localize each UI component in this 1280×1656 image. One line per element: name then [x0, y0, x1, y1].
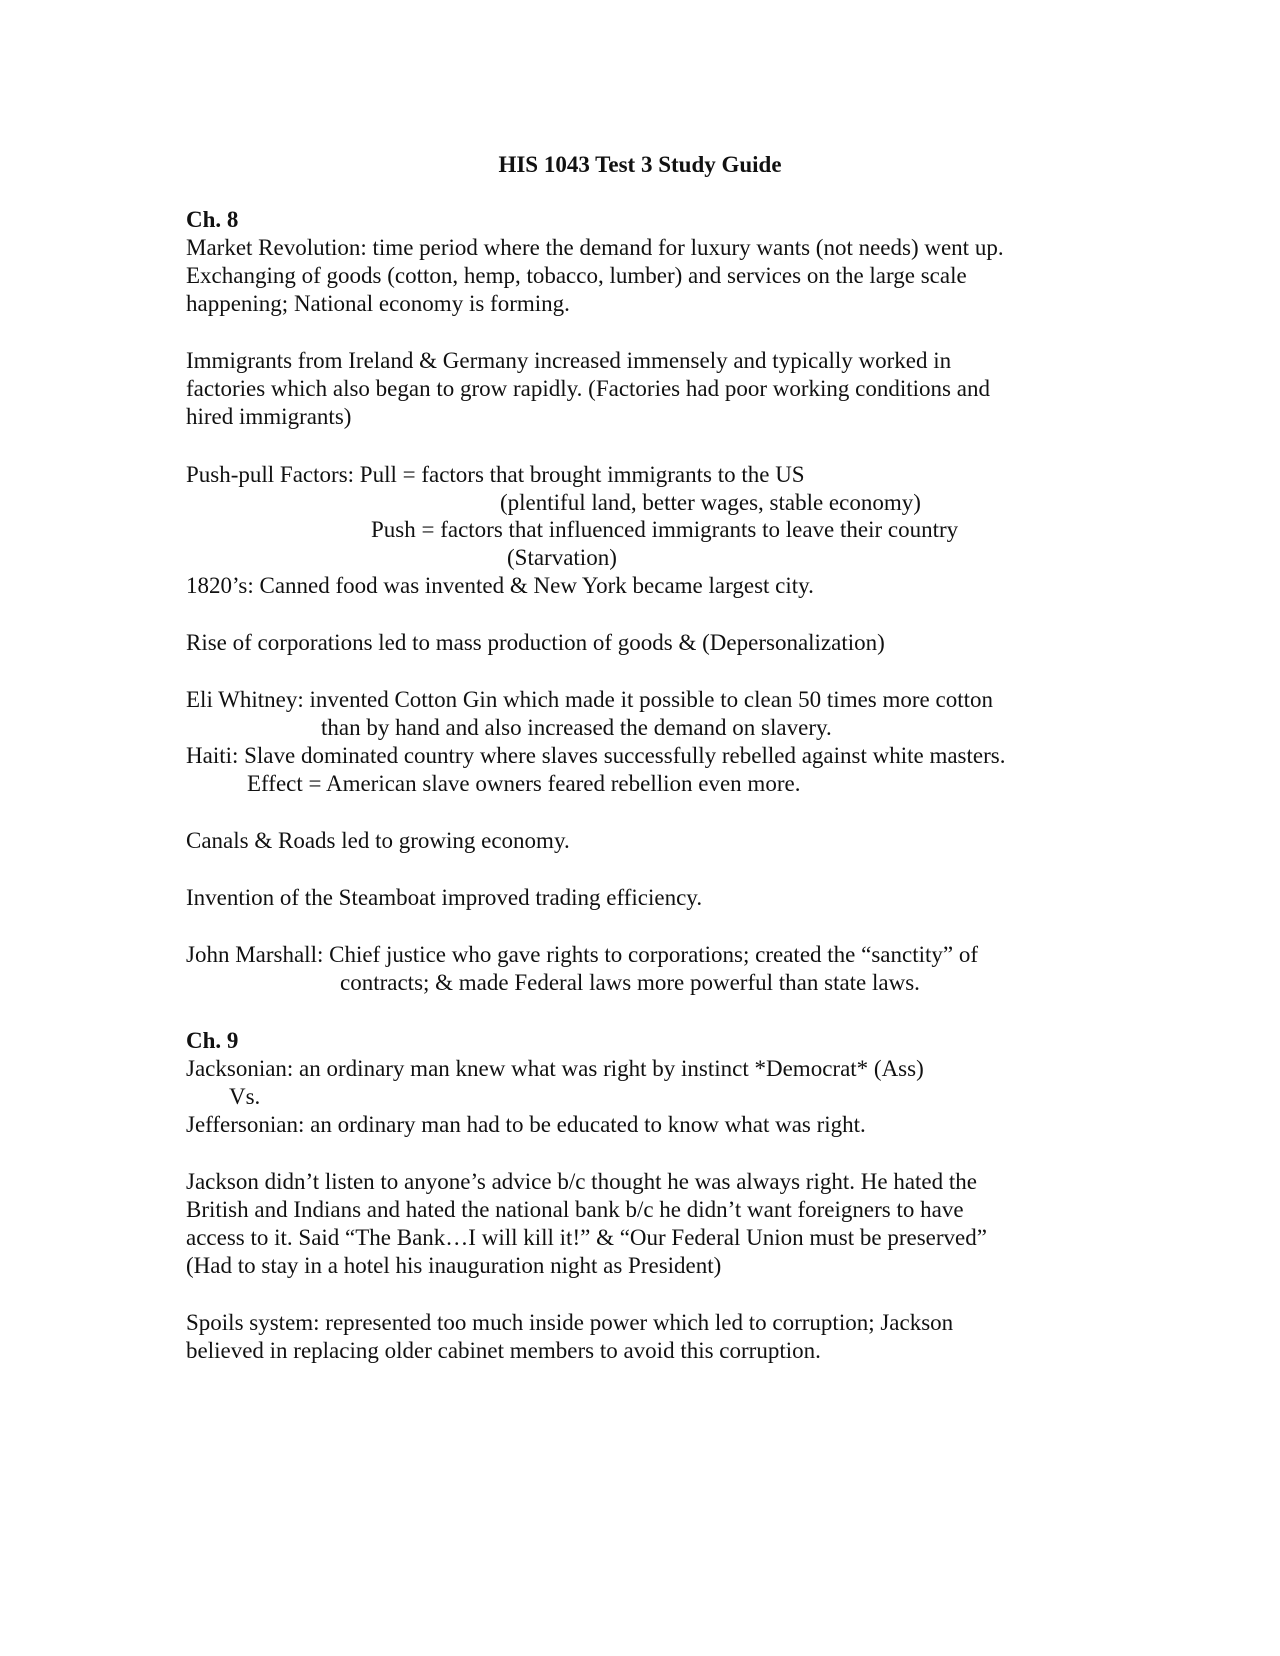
paragraph-line: Jacksonian: an ordinary man knew what was right by instinct *Democrat* (Ass)	[186, 1056, 924, 1081]
paragraph-line: happening; National economy is forming.	[186, 291, 570, 316]
chapter-9-heading: Ch. 9	[186, 1028, 239, 1053]
paragraph-line: John Marshall: Chief justice who gave rights to corporations; created the “sanctity” of	[186, 942, 978, 967]
paragraph-line: Immigrants from Ireland & Germany increased immensely and typically worked in	[186, 348, 952, 373]
paragraph-line: Push-pull Factors: Pull = factors that brought immigrants to the US	[186, 462, 805, 487]
canals-paragraph: Canals & Roads led to growing economy.	[186, 828, 570, 853]
paragraph-line: Market Revolution: time period where the demand for luxury wants (not needs) went up.	[186, 235, 1004, 260]
paragraph-line: access to it. Said “The Bank…I will kill it!” & “Our Federal Union must be preserved”	[186, 1225, 987, 1250]
paragraph-line: contracts; & made Federal laws more powerful than state laws.	[340, 970, 920, 995]
paragraph-line: Haiti: Slave dominated country where slaves successfully rebelled against white masters.	[186, 743, 1006, 768]
paragraph-line: (plentiful land, better wages, stable economy)	[500, 490, 921, 515]
page-title: HIS 1043 Test 3 Study Guide	[498, 152, 782, 177]
corporations-paragraph: Rise of corporations led to mass production of goods & (Depersonalization)	[186, 630, 885, 655]
chapter-8-heading: Ch. 8	[186, 207, 239, 232]
paragraph-line: British and Indians and hated the national bank b/c he didn’t want foreigners to have	[186, 1197, 964, 1222]
paragraph-line: factories which also began to grow rapidly. (Factories had poor working conditions and	[186, 376, 990, 401]
paragraph-line: 1820’s: Canned food was invented & New York became largest city.	[186, 573, 814, 598]
paragraph-line: Vs.	[229, 1084, 261, 1109]
paragraph-line: believed in replacing older cabinet members to avoid this corruption.	[186, 1338, 821, 1363]
paragraph-line: (Starvation)	[507, 545, 617, 570]
paragraph-line: Effect = American slave owners feared rebellion even more.	[247, 771, 801, 796]
paragraph-line: Push = factors that influenced immigrants to leave their country	[371, 517, 959, 542]
paragraph-line: Spoils system: represented too much inside power which led to corruption; Jackson	[186, 1310, 954, 1335]
paragraph-line: Jeffersonian: an ordinary man had to be educated to know what was right.	[186, 1112, 866, 1137]
paragraph-line: Jackson didn’t listen to anyone’s advice b/c thought he was always right. He hated the	[186, 1169, 977, 1194]
paragraph-line: than by hand and also increased the demand on slavery.	[321, 715, 832, 740]
paragraph-line: (Had to stay in a hotel his inauguration night as President)	[186, 1253, 722, 1278]
paragraph-line: Exchanging of goods (cotton, hemp, tobacco, lumber) and services on the large scale	[186, 263, 967, 288]
steamboat-paragraph: Invention of the Steamboat improved trading efficiency.	[186, 885, 703, 910]
paragraph-line: hired immigrants)	[186, 404, 352, 429]
paragraph-line: Eli Whitney: invented Cotton Gin which made it possible to clean 50 times more cotton	[186, 687, 993, 712]
